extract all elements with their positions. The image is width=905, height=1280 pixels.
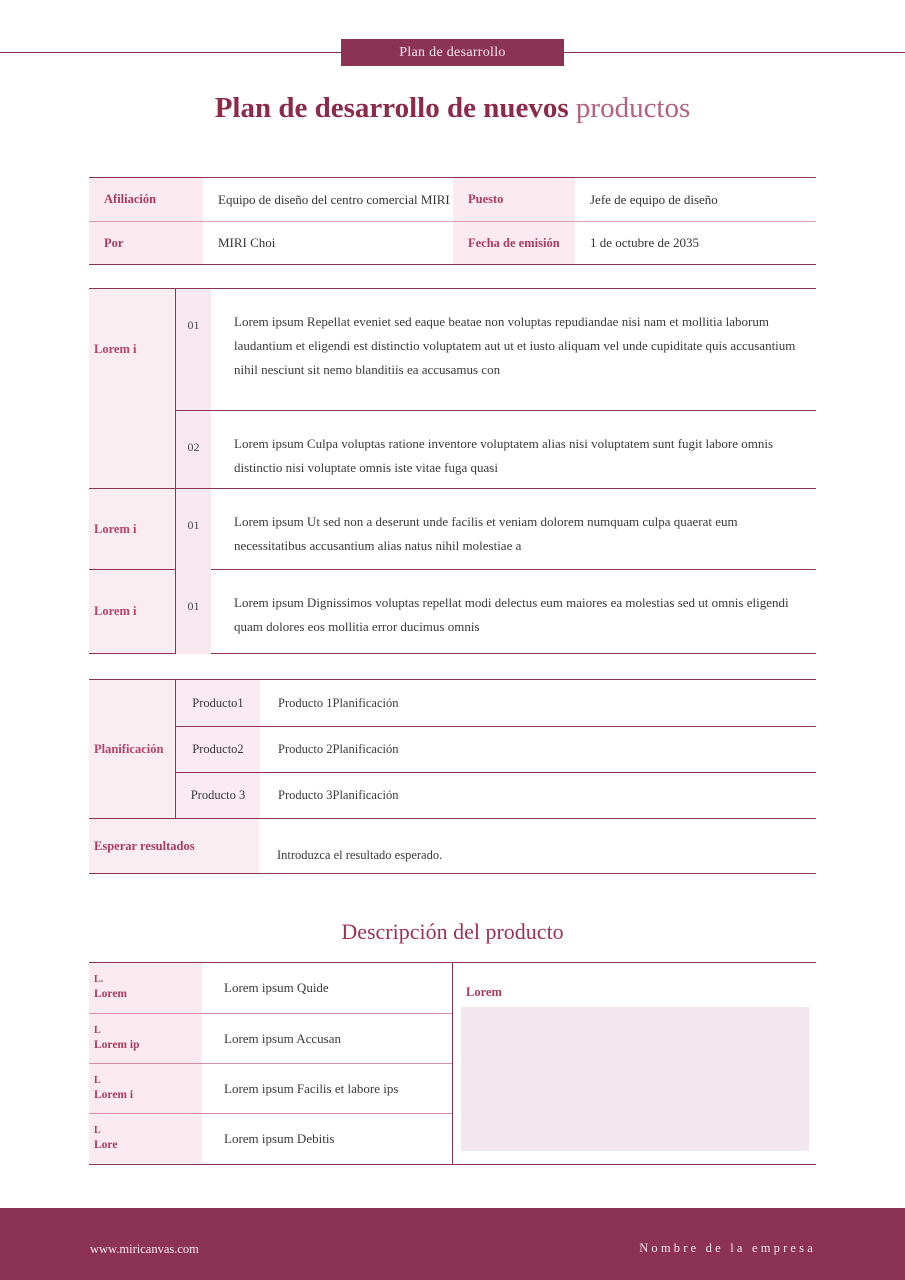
description-key-top: L [94, 1125, 101, 1136]
description-key [89, 1014, 202, 1063]
item-number: 02 [176, 411, 211, 488]
planning-rows [175, 680, 816, 818]
description-key-top: L. [94, 974, 104, 985]
table-row [89, 1113, 452, 1163]
planning-label: Planificación [89, 680, 175, 818]
items-group [89, 488, 816, 569]
items-group-rows [175, 489, 816, 569]
footer-company-name: Nombre de la empresa [639, 1241, 816, 1255]
image-placeholder[interactable] [461, 1007, 809, 1151]
info-value-fecha[interactable]: 1 de octubre de 2035 [590, 235, 700, 250]
table-row [175, 570, 816, 654]
info-label-afiliacion: Afiliación [89, 178, 203, 221]
table-row [175, 410, 816, 488]
item-text[interactable]: Lorem ipsum Repellat eveniet sed eaque beatae non voluptas repudiandae nisi nam et mollitia laborum laudantium et eligendi est distinctio voluptatem aut ut et iusto aliquam vel unde cupiditate quis accusantium nihil nesciunt sit nemo blanditiis ea accusamus con [234, 314, 796, 377]
description-key [89, 1064, 202, 1113]
description-value[interactable]: Lorem ipsum Debitis [224, 1130, 335, 1146]
description-rows [89, 963, 453, 1164]
planning-key: Producto 3 [176, 773, 260, 818]
page-title-light: productos [568, 92, 691, 124]
top-banner [0, 0, 905, 80]
page-title-strong: Plan de desarrollo de nuevos [214, 92, 569, 124]
item-number: 01 [176, 289, 211, 410]
table-row [89, 963, 452, 1013]
item-text[interactable]: Lorem ipsum Culpa voluptas ratione inventore voluptatem alias nisi voluptatem sunt fugit labore omnis distinctio nisi voluptate omnis iste vitae fuga quasi [234, 436, 774, 475]
info-table [89, 177, 816, 265]
table-row [89, 178, 816, 221]
items-group-continued [89, 410, 816, 488]
info-value-por[interactable]: MIRI Choi [218, 235, 276, 250]
expected-results-label: Esperar resultados [89, 819, 259, 873]
items-group-label: Lorem i [89, 289, 175, 410]
description-key-top: L [94, 1075, 101, 1086]
table-row [89, 221, 816, 264]
info-label-fecha: Fecha de emisión [453, 222, 575, 264]
description-image-label: Lorem [466, 985, 502, 999]
page-footer [0, 1208, 905, 1280]
items-group-label: Lorem i [89, 570, 175, 653]
item-text[interactable]: Lorem ipsum Ut sed non a deserunt unde facilis et veniam dolorem numquam culpa quaerat eum necessitatibus accusantium alias natus nihil molestiae a [234, 514, 738, 553]
description-key [89, 963, 202, 1013]
table-row [175, 680, 816, 726]
document-type-badge: Plan de desarrollo [341, 39, 564, 66]
items-group-label-spacer [89, 410, 175, 488]
planning-key: Producto1 [176, 680, 260, 726]
description-table [89, 962, 816, 1165]
items-group-label: Lorem i [89, 489, 175, 569]
info-value-puesto[interactable]: Jefe de equipo de diseño [590, 191, 718, 207]
description-key-top: L [94, 1025, 101, 1036]
item-text[interactable]: Lorem ipsum Dignissimos voluptas repellat modi delectus eum maiores ea molestias sed ut omnis eligendi quam dolores eos mollitia error ducimus omnis [234, 595, 789, 634]
items-table [89, 288, 816, 654]
description-key-main: Lore [94, 1139, 118, 1151]
description-value[interactable]: Lorem ipsum Facilis et labore ips [224, 1080, 399, 1096]
table-row [175, 289, 816, 410]
item-number: 01 [176, 570, 211, 654]
table-row [175, 489, 816, 570]
table-row [89, 1063, 452, 1113]
items-group-rows [175, 289, 816, 410]
planning-value[interactable]: Producto 2Planificación [278, 742, 399, 756]
table-row [175, 726, 816, 772]
description-value[interactable]: Lorem ipsum Quide [224, 980, 329, 995]
info-label-por: Por [89, 222, 203, 264]
planning-key: Producto2 [176, 727, 260, 772]
table-row [175, 772, 816, 818]
expected-results-row [89, 818, 816, 873]
planning-value[interactable]: Producto 1Planificación [278, 695, 399, 710]
info-value-afiliacion[interactable]: Equipo de diseño del centro comercial MIRI [218, 191, 450, 207]
page-title [0, 90, 905, 126]
description-key [89, 1114, 202, 1163]
planning-table [89, 679, 816, 874]
description-key-main: Lorem i [94, 1089, 134, 1101]
description-key-main: Lorem [94, 988, 128, 1000]
description-image-panel [453, 963, 816, 1164]
expected-results-value[interactable]: Introduzca el resultado esperado. [277, 848, 443, 862]
description-key-main: Lorem ip [94, 1039, 140, 1051]
planning-main [89, 680, 816, 818]
item-number: 01 [176, 489, 211, 570]
info-label-puesto: Puesto [453, 178, 575, 221]
section-heading: Descripción del producto [341, 919, 564, 944]
table-row [89, 1013, 452, 1063]
description-value[interactable]: Lorem ipsum Accusan [224, 1030, 341, 1046]
footer-url[interactable]: www.miricanvas.com [90, 1242, 199, 1256]
items-group-rows [175, 410, 816, 488]
items-group [89, 569, 816, 653]
items-group-rows [175, 570, 816, 653]
items-group [89, 289, 816, 410]
planning-value[interactable]: Producto 3Planificación [278, 788, 399, 802]
